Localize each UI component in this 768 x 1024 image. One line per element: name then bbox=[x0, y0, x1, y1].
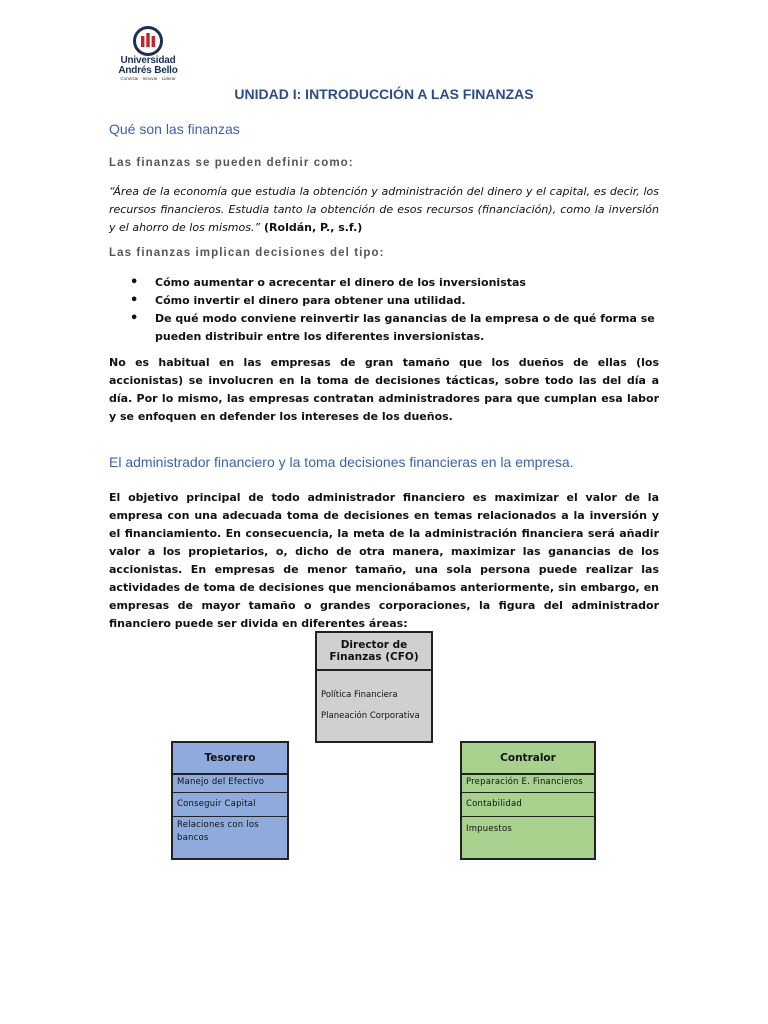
university-logo bbox=[112, 26, 184, 82]
contralor-item: Impuestos bbox=[466, 824, 512, 834]
contralor-title: Contralor bbox=[462, 743, 594, 775]
logo-line-2: Andrés Bello bbox=[118, 65, 178, 76]
logo-line-1: Universidad bbox=[120, 55, 176, 66]
director-item: Política Financiera bbox=[321, 690, 398, 700]
logo-tagline: Conectar · Innovar · Liderar bbox=[120, 76, 176, 81]
org-box-contralor bbox=[460, 741, 596, 860]
quote-citation: (Roldán, P., s.f.) bbox=[260, 221, 363, 234]
director-item: Planeación Corporativa bbox=[321, 711, 420, 721]
decisions-lead: Las finanzas implican decisiones del tipo: bbox=[109, 247, 385, 259]
tesorero-item: Conseguir Capital bbox=[173, 793, 287, 817]
tesorero-item: Manejo del Efectivo bbox=[173, 775, 287, 793]
contralor-item: Preparación E. Financieros bbox=[462, 775, 594, 793]
org-box-tesorero bbox=[171, 741, 289, 860]
definition-lead: Las finanzas se pueden definir como: bbox=[109, 157, 354, 169]
owners-paragraph: No es habitual en las empresas de gran tamaño que los dueños de ellas (los accionistas) se involucren en la toma de decisiones tácticas, sobre todo las del día a día. Por lo mismo, las empresas contratan administradores para que cumplan esa labor y se enfoquen en defender los intereses de los dueños. bbox=[109, 356, 659, 423]
unit-title: UNIDAD I: INTRODUCCIÓN A LAS FINANZAS bbox=[234, 86, 534, 102]
section-heading-financial-manager: El administrador financiero y la toma decisiones financieras en la empresa. bbox=[109, 454, 574, 470]
financial-manager-paragraph: El objetivo principal de todo administrador financiero es maximizar el valor de la empresa con una adecuada toma de decisiones en temas relacionados a la inversión y el financiamiento. En consecuencia, la meta de la administración financiera será añadir valor a los propietarios, o, dicho de otra manera, maximizar las ganancias de los accionistas. En empresas de menor tamaño, una sola persona puede realizar las actividades de toma de decisiones que mencionábamos anteriormente, sin embargo, en empresas de mayor tamaño o grandes corporaciones, la figura del administrador financiero puede ser divida en diferentes áreas: bbox=[109, 491, 659, 630]
director-title: Director de Finanzas (CFO) bbox=[317, 633, 431, 671]
list-item: • Cómo aumentar o acrecentar el dinero de los inversionistas bbox=[130, 274, 660, 292]
contralor-item: Contabilidad bbox=[462, 793, 594, 817]
university-seal-icon bbox=[131, 26, 165, 56]
section-heading-what-is-finance: Qué son las finanzas bbox=[109, 121, 240, 137]
decisions-list bbox=[130, 274, 660, 346]
tesorero-item: Relaciones con los bancos bbox=[177, 820, 259, 843]
org-box-director bbox=[315, 631, 433, 743]
list-item: • De qué modo conviene reinvertir las ganancias de la empresa o de qué forma se pueden distribuir entre los diferentes inversionistas. bbox=[130, 310, 660, 346]
tesorero-title: Tesorero bbox=[173, 743, 287, 775]
quote-text: “Área de la economía que estudia la obtención y administración del dinero y el capital, es decir, los recursos financieros. Estudia tanto la obtención de esos recursos (financiación), como la inversión y el ahorro de los mismos.” bbox=[109, 185, 659, 234]
definition-quote bbox=[109, 183, 659, 237]
list-item: • Cómo invertir el dinero para obtener una utilidad. bbox=[130, 292, 660, 310]
